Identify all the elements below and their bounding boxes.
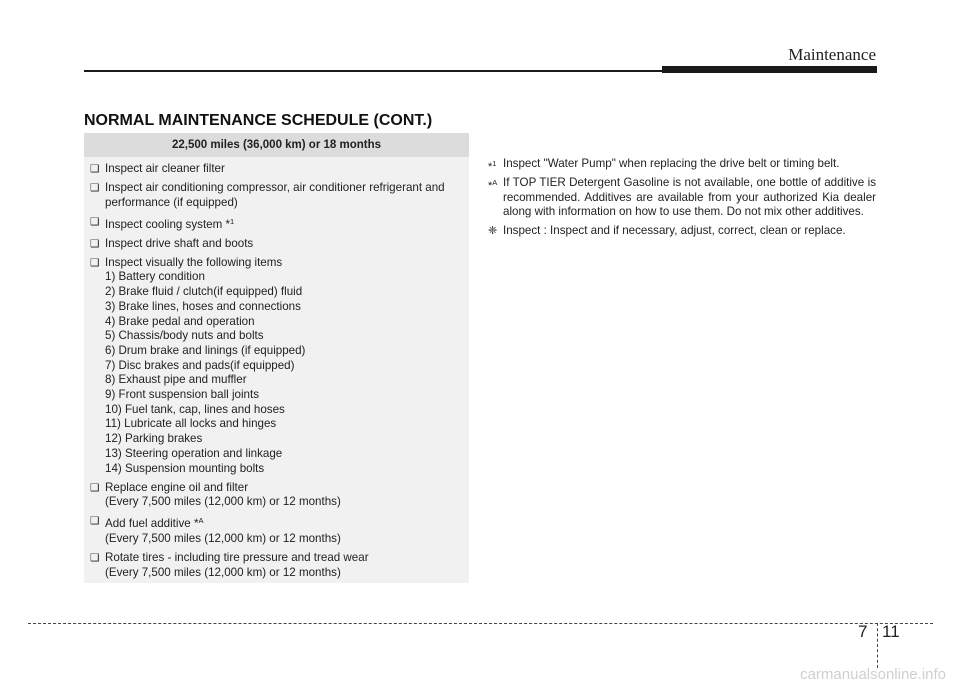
schedule-item-line: (Every 7,500 miles (12,000 km) or 12 months) (105, 495, 341, 509)
schedule-item-line: 3) Brake lines, hoses and connections (105, 299, 301, 313)
footnotes (488, 157, 876, 243)
footnote-text: Inspect "Water Pump" when replacing the drive belt or timing belt. (503, 157, 840, 170)
footnote (488, 176, 876, 220)
footnote-ref: A (198, 516, 204, 526)
footnote-mark: ❈ (488, 225, 498, 238)
footnote (488, 157, 876, 172)
footer-rule (28, 623, 933, 624)
schedule-item (90, 237, 463, 252)
checkbox-icon: ❑ (90, 515, 100, 528)
header-bar (662, 66, 877, 73)
page-title: NORMAL MAINTENANCE SCHEDULE (CONT.) (84, 112, 433, 129)
section-label: Maintenance (788, 45, 876, 64)
schedule-item-line: 7) Disc brakes and pads(if equipped) (105, 358, 295, 372)
schedule-item-line: 13) Steering operation and linkage (105, 446, 283, 460)
schedule-item-line: 10) Fuel tank, cap, lines and hoses (105, 402, 285, 416)
schedule-item-line: 5) Chassis/body nuts and bolts (105, 329, 264, 343)
checkbox-icon: ❑ (90, 215, 100, 228)
footnote (488, 224, 876, 239)
page-divider (877, 623, 878, 668)
schedule-item-line: 9) Front suspension ball joints (105, 388, 260, 402)
header-rule (84, 70, 662, 72)
schedule-item (90, 481, 463, 510)
schedule-table (84, 133, 469, 583)
schedule-item-line: 6) Drum brake and linings (if equipped) (105, 343, 306, 357)
page-number: 11 (882, 622, 900, 641)
footnote-mark: *$^A$ (488, 178, 498, 192)
schedule-item (90, 514, 463, 546)
watermark: carmanualsonline.info (800, 666, 946, 683)
footnote-text: If TOP TIER Detergent Gasoline is not available, one bottle of additive is recommended. Additives are available from your authorized Kia dealer along with information on how to use them. Do not mix other additives. (503, 176, 876, 219)
schedule-item-line: Inspect visually the following items (105, 255, 283, 269)
footnote-ref: 1 (230, 216, 235, 226)
schedule-item-line: performance (if equipped) (105, 195, 238, 209)
schedule-item-line: 1) Battery condition (105, 270, 205, 284)
checkbox-icon: ❑ (90, 163, 100, 175)
schedule-heading: 22,500 miles (36,000 km) or 18 months (84, 133, 469, 157)
schedule-item-line: 8) Exhaust pipe and muffler (105, 373, 247, 387)
chapter-number: 7 (858, 622, 868, 641)
schedule-item-line: 14) Suspension mounting bolts (105, 461, 265, 475)
schedule-item-line: 12) Parking brakes (105, 432, 203, 446)
schedule-item-line: (Every 7,500 miles (12,000 km) or 12 months) (105, 565, 341, 579)
footnote-sup: A (492, 178, 498, 187)
schedule-list (84, 157, 469, 580)
schedule-item-line: Inspect air conditioning compressor, air conditioner refrigerant and (105, 181, 445, 194)
checkbox-icon: ❑ (90, 182, 100, 194)
footnote-text: Inspect : Inspect and if necessary, adjust, correct, clean or replace. (503, 224, 846, 238)
schedule-item-line: Inspect drive shaft and boots (105, 236, 254, 250)
schedule-item-line: Inspect cooling system *$^1$ (105, 216, 235, 231)
checkbox-icon: ❑ (90, 481, 100, 494)
schedule-item (90, 181, 463, 210)
footnote-mark: *$^1$ (488, 159, 497, 173)
checkbox-icon: ❑ (90, 551, 100, 564)
checkbox-icon: ❑ (90, 237, 100, 250)
schedule-item-line: (Every 7,500 miles (12,000 km) or 12 months) (105, 531, 341, 545)
schedule-item (90, 215, 463, 233)
schedule-item-line: Add fuel additive *$^A$ (105, 516, 204, 531)
schedule-item (90, 551, 463, 580)
schedule-item-line: Inspect air cleaner filter (105, 162, 225, 175)
schedule-item (90, 162, 463, 177)
schedule-item (90, 256, 463, 477)
schedule-item-line: 2) Brake fluid / clutch(if equipped) fluid (105, 285, 303, 299)
footnote-sup: 1 (492, 159, 497, 168)
schedule-item-line: 4) Brake pedal and operation (105, 314, 255, 328)
checkbox-icon: ❑ (90, 256, 100, 269)
schedule-item-line: 11) Lubricate all locks and hinges (105, 417, 277, 431)
schedule-item-line: Replace engine oil and filter (105, 480, 249, 494)
schedule-item-line: Rotate tires - including tire pressure and tread wear (105, 550, 369, 564)
